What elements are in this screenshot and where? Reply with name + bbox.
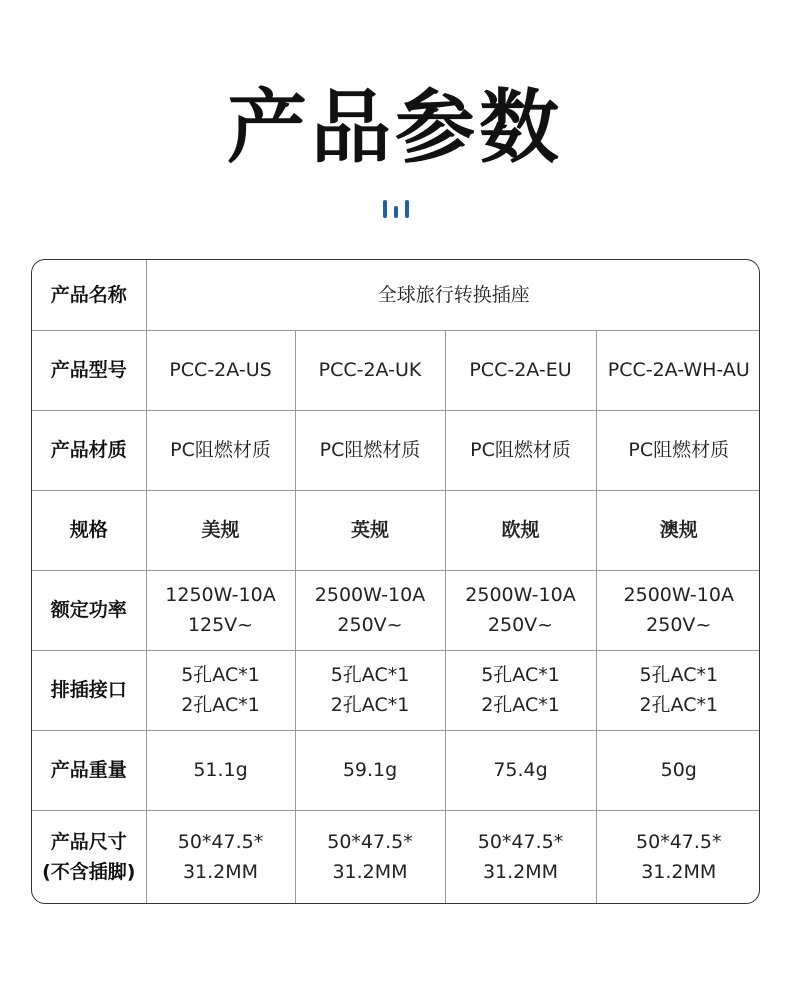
cell-line: 125V~	[187, 614, 254, 636]
table-cell: 英规	[295, 490, 445, 570]
row-label: 排插接口	[32, 650, 146, 730]
table-cell: 59.1g	[295, 730, 445, 810]
page-title: 产品参数	[227, 81, 563, 174]
cell-line: 5孔AC*1	[181, 664, 260, 686]
row-label: 产品型号	[32, 330, 146, 410]
table-cell	[146, 650, 295, 730]
cell-line: 250V~	[487, 614, 554, 636]
table-cell	[146, 570, 295, 650]
table-cell	[295, 570, 445, 650]
table-cell: 50g	[596, 730, 760, 810]
table-cell: PC阻燃材质	[596, 410, 760, 490]
row-label-line: 产品尺寸	[50, 830, 127, 853]
title-decoration-bars	[383, 200, 409, 218]
cell-line: 2孔AC*1	[330, 694, 410, 716]
table-cell	[445, 650, 596, 730]
cell-line: 5孔AC*1	[481, 664, 560, 686]
table-cell: 51.1g	[146, 730, 295, 810]
table-cell: 美规	[146, 490, 295, 570]
table-cell	[295, 650, 445, 730]
cell-line: 31.2MM	[182, 860, 259, 883]
table-cell: PCC-2A-EU	[445, 330, 596, 410]
table-cell	[146, 810, 295, 903]
decor-bar	[405, 200, 409, 218]
table-row-weight	[32, 730, 760, 810]
row-label: 额定功率	[32, 570, 146, 650]
table-cell: PCC-2A-UK	[295, 330, 445, 410]
cell-line: 5孔AC*1	[639, 664, 719, 686]
cell-line: 31.2MM	[641, 860, 717, 883]
table-cell	[445, 810, 596, 903]
cell-line: 50*47.5*	[477, 830, 564, 853]
cell-line: 1250W-10A	[165, 584, 276, 606]
table-cell: PCC-2A-US	[146, 330, 295, 410]
table-cell: 澳规	[596, 490, 760, 570]
table-cell	[596, 570, 760, 650]
table-cell: PC阻燃材质	[445, 410, 596, 490]
row-label: 产品重量	[32, 730, 146, 810]
table-row-name	[32, 260, 760, 330]
cell-line: 2500W-10A	[623, 584, 734, 606]
cell-line: 250V~	[337, 614, 403, 636]
table-row-size	[32, 810, 760, 903]
decor-bar	[383, 200, 387, 218]
row-label: 规格	[32, 490, 146, 570]
table-cell	[596, 810, 760, 903]
cell-line: 2孔AC*1	[481, 694, 560, 716]
cell-line: 2孔AC*1	[181, 694, 260, 716]
cell-line: 31.2MM	[332, 860, 408, 883]
row-label-line: (不含插脚)	[42, 860, 136, 883]
row-label	[32, 810, 146, 903]
cell-line: 50*47.5*	[177, 830, 264, 853]
table-row-material	[32, 410, 760, 490]
cell-line: 250V~	[646, 614, 712, 636]
table-row-model	[32, 330, 760, 410]
cell-line: 2孔AC*1	[639, 694, 719, 716]
table-row-power	[32, 570, 760, 650]
product-name-value: 全球旅行转换插座	[146, 260, 760, 330]
row-label: 产品名称	[32, 260, 146, 330]
cell-line: 50*47.5*	[327, 830, 413, 853]
table-cell: 欧规	[445, 490, 596, 570]
table-cell: PCC-2A-WH-AU	[596, 330, 760, 410]
cell-line: 50*47.5*	[636, 830, 722, 853]
table-row-sockets	[32, 650, 760, 730]
cell-line: 2500W-10A	[465, 584, 576, 606]
table-cell	[445, 570, 596, 650]
table-row-standard	[32, 490, 760, 570]
cell-line: 5孔AC*1	[330, 664, 410, 686]
table-cell: 75.4g	[445, 730, 596, 810]
table-cell	[295, 810, 445, 903]
cell-line: 31.2MM	[482, 860, 559, 883]
spec-table	[31, 259, 760, 904]
table-cell	[596, 650, 760, 730]
table-cell: PC阻燃材质	[295, 410, 445, 490]
cell-line: 2500W-10A	[314, 584, 426, 606]
decor-bar	[394, 206, 398, 218]
row-label: 产品材质	[32, 410, 146, 490]
table-cell: PC阻燃材质	[146, 410, 295, 490]
